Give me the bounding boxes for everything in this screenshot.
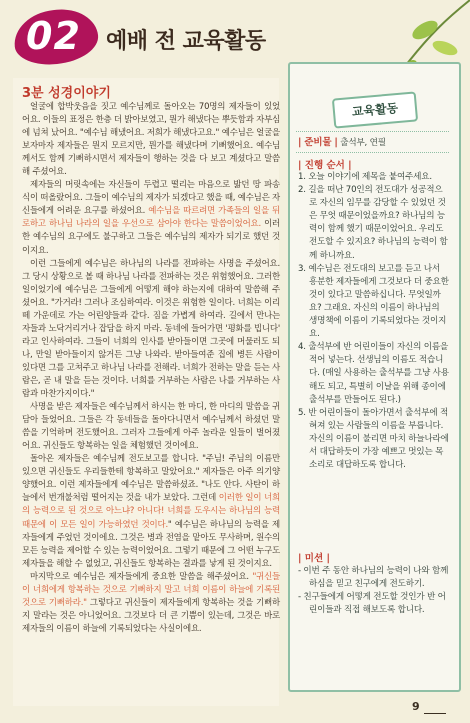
step-item: 4. 출석부에 반 어린이들이 자신의 이름을 적어 넣는다. 선생님의 이름도 적습니다. (매일 사용하는 출석부를 그냥 사용해도 되고, 특별히 이날을 위해 종이에 출석부를 만들어도 된다.) [298, 342, 449, 405]
highlighted-text: "귀신들이 너희에게 항복하는 것으로 기뻐하지 말고 너희 이름이 하늘에 기록된 것으로 기뻐하라." [22, 570, 280, 607]
page-number-underline [424, 713, 446, 714]
story-text: 마지막으로 예수님은 제자들에게 중요한 말씀을 해주셨어요. [30, 570, 253, 581]
story-text: 이러한 예수님의 요구에도 불구하고 그들은 예수님의 제자가 되기로 했던 것이지요. [22, 218, 280, 255]
prep-label: | 준비물 | [298, 137, 338, 148]
story-text: 이런 그들에게 예수님은 하나님의 나라를 전파하는 사명을 주셨어요. 그 당시 상황으로 볼 때 하나님 나라를 전파하는 것은 위험했어요. 그러한 일이었기에 예수님은 그들에게 어떻게 해야 하는지에 대하여 말씀해 주셨어요. "가거라! 그러나 조심하여라. 이것은 위험한 일이다. 너희는 이리떼 가운데로 가는 어린양들과 같다. 짐을 가볍게 하여라. 길에서 만나는 자들과 노닥거리거나 잡담을 하지 마라. 동네에 들어가면 '평화를 빕니다' 라고 인사하여라. 그들이 너희의 인사를 받아들이면 그곳에 머물러도 되나, 만일 받아들이지 않거든 그냥 나와라. 받아들여준 집에 병든 사람이 있다면 그를 고쳐주고 하나님 나라를 전해라. 너희가 전하는 말을 듣는 사람은, 곧 내 말을 듣는 것이다. 너희를 거부하는 사람은 나를 거부하는 사람과 마찬가지이다." [22, 257, 280, 399]
highlighted-text: 이러한 일이 너희의 능력으로 된 것으로 아느냐? 아니다! 너희를 도우시는 하나님의 능력 때문에 이 모든 일이 가능하였던 것이다. [22, 492, 280, 529]
prep-row [298, 136, 450, 150]
story-text: 돌아온 제자들은 예수님께 전도보고를 합니다. "주님! 주님의 이름만 있으면 귀신들도 우리들한테 항복하고 말았어요." 제자들은 아주 의기양양했어요. 이런 제자들에게 예수님은 말씀하셨죠. "나도 안다. 사탄이 하늘에서 번개불처럼 떨어지는 것을 내가 보았다. 그런데 [22, 453, 280, 503]
lesson-number: 02 [26, 14, 81, 58]
page-title: 예배 전 교육활동 [106, 29, 266, 54]
mission-list [298, 565, 450, 617]
step-item: 3. 예수님은 전도대의 보고를 듣고 나서 흥분한 제자들에게 그것보다 더 중요한 것이 있다고 말씀하십니다. 무엇일까요? 그래요. 자신의 이름이 하나님의 생명책에 이름이 기록되었다는 것이지요. [298, 263, 449, 340]
story-text: 사명을 받은 제자들은 예수님께서 하시는 한 마디, 한 마디의 말씀을 귀담아 들었어요. 그들은 각 동네들을 돌아다니면서 예수님께서 하셨던 말씀을 기억하며 전도했어요. 그러자 그들에게 아주 놀라운 일들이 벌어졌어요. 귀신들도 항복하는 일을 체험했던 것이에요. [22, 401, 280, 451]
mission-item: - 이번 주 동안 하나님의 능력이 나와 함께 하심을 믿고 친구에게 전도하기. [298, 566, 449, 590]
story-text: " 예수님은 하나님의 능력을 제자들에게 주었던 것이에요. 그것은 병과 전염을 맡아도 무사하며, 원수의 모든 능력을 제어할 수 있는 능력이었어요. 그렇기 때문에 그 어떤 누구도 제자들을 해할 수 없었고, 귀신들도 항복하는 결과를 낳게 된 것이지요. [22, 518, 280, 568]
section-title: 3분 성경이야기 [22, 86, 111, 101]
steps-list [298, 171, 450, 472]
mission-label: | 미션 | [298, 553, 330, 564]
activity-tab-label: 교육활동 [332, 91, 418, 128]
prep-items: 출석부, 연필 [340, 138, 386, 148]
story-paragraph [22, 570, 280, 635]
mission-item: - 친구들에게 어떻게 전도할 것인가 반 어린이들과 직접 해보도록 합니다. [298, 592, 446, 616]
story-body [22, 100, 280, 635]
story-paragraph [22, 400, 280, 452]
divider [296, 131, 449, 132]
step-item: 5. 반 어린이들이 돌아가면서 출석부에 적혀져 있는 사람들의 이름을 부릅니다. 자신의 이름이 불리면 마치 하늘나라에서 대답하듯이 가장 예쁘고 멋있는 목소리로 대답하도록 합니다. [298, 407, 449, 471]
step-item: 2. 길을 떠난 70인의 전도대가 성공적으로 자신의 임무를 감당할 수 있었던 것은 무엇 때문이었을까요? 하나님의 능력이 함께 했기 때문이었어요. 우리도 전도할 수 있지요? 하나님의 능력이 함께 하니까요. [298, 185, 448, 261]
story-paragraph [22, 100, 280, 178]
story-paragraph [22, 257, 280, 401]
highlighted-text: 예수님을 따르려면 가족들의 일을 뒤로하고 하나님 나라의 일을 우선으로 삼아야 한다는 말씀이었어요. [22, 205, 280, 229]
story-text: 얼굴에 합박웃음을 짓고 예수님께로 돌아오는 70명의 제자들이 있었어요. 이들의 표정은 한층 더 밝아보였고, 뭔가 해냈다는 뿌듯함과 자부심에 넘쳐 났어요. "예수님 해냈어요. 저희가 해냈다고요." 예수님은 얼굴을 보자마자 제자들은 뭔지 모르지만, 뭔가를 해냈다며 기뻐했어요. 예수님께서도 함께 기뻐하시면서 제자들이 행하는 것을 다 보고 계셨다고 말씀해 주셨어요. [22, 101, 280, 177]
steps-label: | 진행 순서 | [298, 160, 352, 171]
story-text: 그렇다고 귀신들이 제자들에게 항복하는 것을 기뻐하지 말라는 것은 아니었어요. 그것보다 더 큰 기쁨이 있는데, 그것은 바로 제자들의 이름이 하늘에 기록되었다는 사실이에요. [22, 596, 280, 633]
step-item: 1. 오늘 이야기에 제목을 붙여주세요. [298, 172, 432, 182]
page-number: 9 [412, 700, 420, 713]
story-paragraph [22, 178, 280, 256]
story-text: 제자들의 머릿속에는 자신들이 두렵고 떨리는 마음으로 밟던 땅 파송식이 떠올랐어요. 그들이 예수님의 제자가 되겠다고 했을 때, 예수님은 자신들에게 어려운 요구를 하셨어요. [22, 179, 280, 216]
divider [296, 152, 449, 153]
story-paragraph [22, 452, 280, 569]
